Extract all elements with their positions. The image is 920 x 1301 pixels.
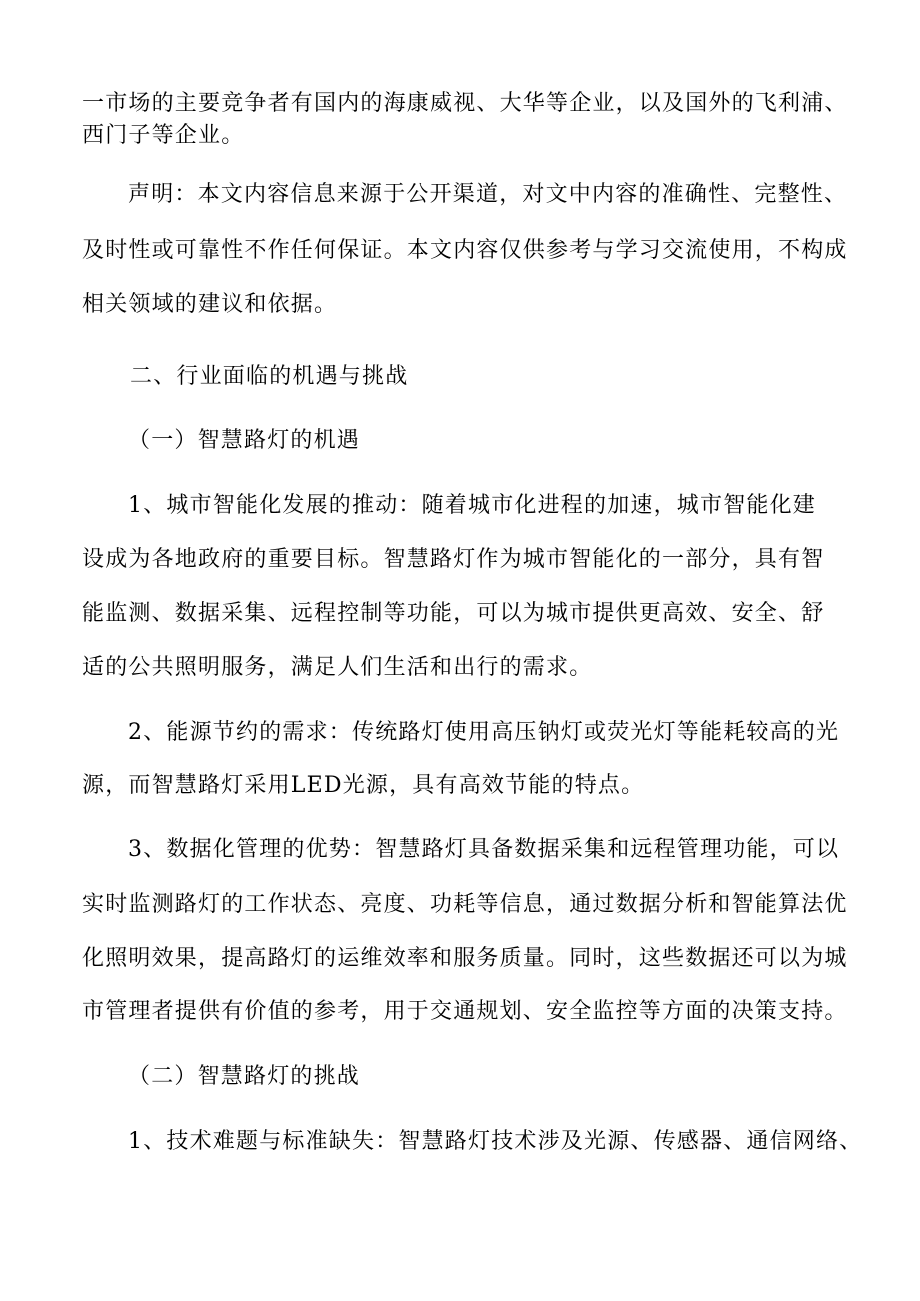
paragraph-line: 化照明效果，提高路灯的运维效率和服务质量。同时，这些数据还可以为城 (82, 946, 848, 971)
paragraph-line: 市管理者提供有价值的参考，用于交通规划、安全监控等方面的决策支持。 (82, 999, 848, 1024)
subsection-heading: （一）智慧路灯的机遇 (128, 428, 361, 453)
paragraph-line: 实时监测路灯的工作状态、亮度、功耗等信息，通过数据分析和智能算法优 (82, 892, 848, 917)
paragraph-line: 西门子等企业。 (82, 123, 245, 148)
paragraph-line: 2、能源节约的需求：传统路灯使用高压钠灯或荧光灯等能耗较高的光 (128, 720, 840, 745)
paragraph-line: 能监测、数据采集、远程控制等功能，可以为城市提供更高效、安全、舒 (82, 601, 825, 626)
paragraph-line: 1、技术难题与标准缺失：智慧路灯技术涉及光源、传感器、通信网络、 (128, 1129, 863, 1154)
paragraph-line: 源，而智慧路灯采用LED光源，具有高效节能的特点。 (82, 773, 645, 798)
paragraph-line: 3、数据化管理的优势：智慧路灯具备数据采集和远程管理功能，可以 (128, 837, 840, 862)
paragraph-line: 一市场的主要竞争者有国内的海康威视、大华等企业，以及国外的飞利浦、 (82, 91, 848, 116)
paragraph-line: 设成为各地政府的重要目标。智慧路灯作为城市智能化的一部分，具有智 (82, 547, 825, 572)
disclaimer-line: 声明：本文内容信息来源于公开渠道，对文中内容的准确性、完整性、 (128, 182, 848, 207)
section-heading: 二、行业面临的机遇与挑战 (130, 364, 409, 389)
disclaimer-line: 及时性或可靠性不作任何保证。本文内容仅供参考与学习交流使用，不构成 (82, 238, 848, 263)
paragraph-line: 1、城市智能化发展的推动：随着城市化进程的加速，城市智能化建 (128, 493, 816, 518)
subsection-heading: （二）智慧路灯的挑战 (128, 1064, 361, 1089)
disclaimer-line: 相关领域的建议和依据。 (82, 292, 338, 317)
paragraph-line: 适的公共照明服务，满足人们生活和出行的需求。 (82, 655, 593, 680)
